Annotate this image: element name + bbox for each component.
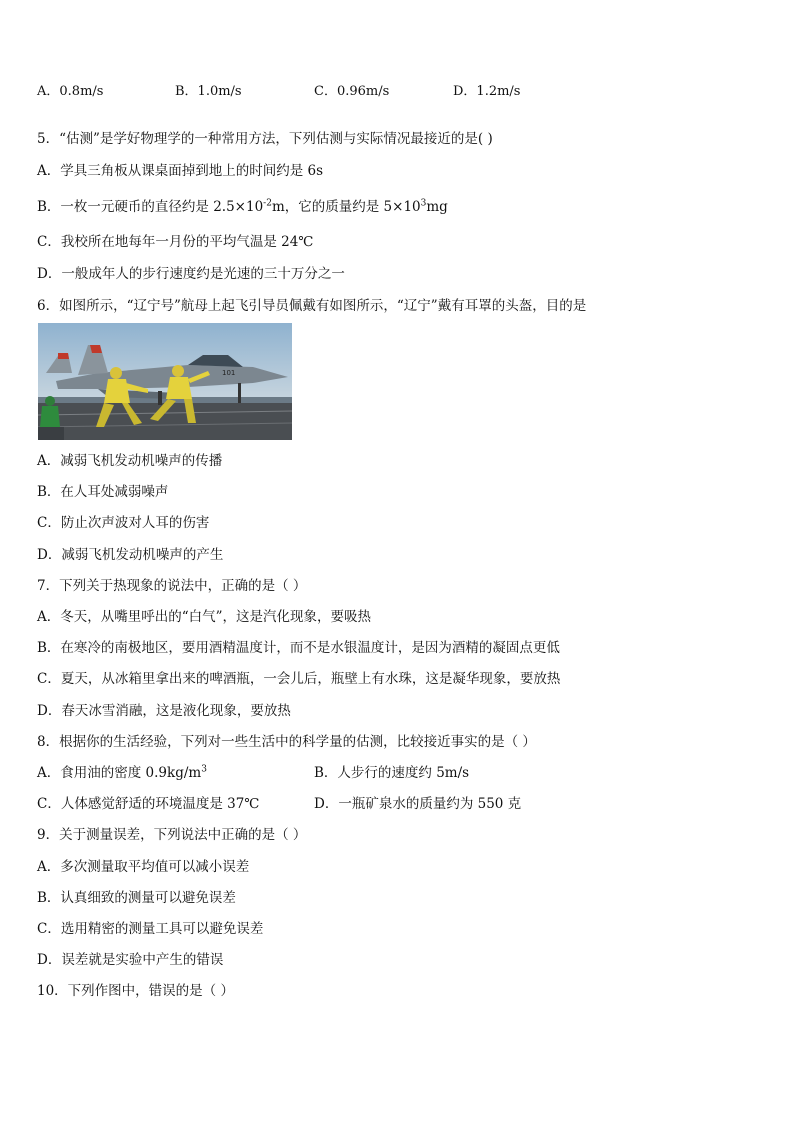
q5-option-b-text-1: B．一枚一元硬币的直径约是 2.5×10 [37,199,264,215]
q8-option-c[interactable]: C．人体感觉舒适的环境温度是 37℃ [37,796,260,812]
q5-stem: 5．“估测”是学好物理学的一种常用方法，下列估测与实际情况最接近的是( ) [37,131,493,147]
q7-option-b[interactable]: B．在寒冷的南极地区，要用酒精温度计，而不是水银温度计，是因为酒精的凝固点更低 [37,640,560,656]
q5-option-a[interactable]: A．学具三角板从课桌面掉到地上的时间约是 6s [37,163,324,179]
q7-stem: 7．下列关于热现象的说法中，正确的是（ ） [37,578,307,594]
q8-option-a-exponent: 3 [201,764,207,775]
carrier-deck-photo [38,323,292,440]
q6-stem: 6．如图所示，“辽宁号”航母上起飞引导员佩戴有如图所示，“辽宁”戴有耳罩的头盔，目的是 [37,298,587,314]
q9-option-c[interactable]: C．选用精密的测量工具可以避免误差 [37,921,264,937]
q9-option-a[interactable]: A．多次测量取平均值可以减小误差 [37,859,250,875]
q5-option-c[interactable]: C．我校所在地每年一月份的平均气温是 24℃ [37,234,314,250]
q9-option-b[interactable]: B．认真细致的测量可以避免误差 [37,890,236,906]
q5-option-b[interactable] [37,198,448,216]
q7-option-c[interactable]: C．夏天，从冰箱里拿出来的啤酒瓶，一会儿后，瓶壁上有水珠，这是凝华现象，要放热 [37,671,561,687]
q8-stem: 8．根据你的生活经验，下列对一些生活中的科学量的估测，比较接近事实的是（ ） [37,734,536,750]
jet-tail-number: 101 [222,369,236,377]
q4-option-a[interactable]: A．0.8m/s [37,84,104,99]
q9-option-d[interactable]: D．误差就是实验中产生的错误 [37,952,224,968]
q8-option-b[interactable]: B．人步行的速度约 5m/s [314,765,470,781]
q6-option-d[interactable]: D．减弱飞机发动机噪声的产生 [37,547,224,563]
q5-option-b-exponent-1: -2 [263,198,272,209]
q4-option-c[interactable]: C．0.96m/s [314,84,390,99]
q7-option-d[interactable]: D．春天冰雪消融，这是液化现象，要放热 [37,703,291,719]
q5-option-d[interactable]: D．一般成年人的步行速度约是光速的三十万分之一 [37,266,345,282]
q7-option-a[interactable]: A．冬天，从嘴里呼出的“白气”，这是汽化现象，要吸热 [37,609,372,625]
q8-option-a-text: A．食用油的密度 0.9kg/m [37,765,202,781]
q8-option-a[interactable] [37,764,207,782]
q4-option-b[interactable]: B．1.0m/s [175,84,242,99]
q5-option-b-text-3: mg [426,199,448,215]
q9-stem: 9．关于测量误差，下列说法中正确的是（ ） [37,827,307,843]
q5-option-b-exponent-2: 3 [420,198,427,209]
q10-stem: 10．下列作图中，错误的是（ ） [37,983,234,999]
q8-option-d[interactable]: D．一瓶矿泉水的质量约为 550 克 [314,796,522,812]
q5-option-b-text-2: m，它的质量约是 5×10 [271,199,421,215]
q6-option-c[interactable]: C．防止次声波对人耳的伤害 [37,515,210,531]
q6-option-a[interactable]: A．减弱飞机发动机噪声的传播 [37,453,223,469]
q6-option-b[interactable]: B．在人耳处减弱噪声 [37,484,169,500]
q4-option-d[interactable]: D．1.2m/s [453,84,521,99]
